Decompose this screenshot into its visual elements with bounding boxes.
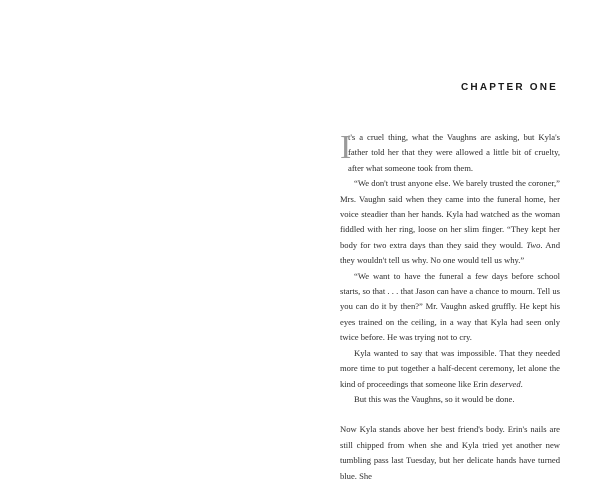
paragraph-2-emphasis: Two <box>526 239 541 250</box>
paragraph-3: “We want to have the funeral a few days before school starts, so that . . . that Jason can have a chance to mourn. Tell us you can do it by then?” Mr. Vaughn asked gruffly. He kept his eyes trained on the ceiling, in a way that Kyla had seen only twice before. He was trying not to cry. <box>340 270 560 343</box>
paragraph-2 <box>340 176 560 268</box>
drop-cap: I <box>340 129 352 166</box>
paragraph-1-text: t's a cruel thing, what the Vaughns are asking, but Kyla's father told her that they were allowed a little bit of cruelty, after what someone took from them. <box>348 132 560 173</box>
section-break <box>340 407 560 422</box>
body-text <box>340 130 560 484</box>
chapter-heading: CHAPTER ONE <box>461 82 558 93</box>
paragraph-2-text-b: . And they wouldn't tell us why. No one would tell us why.” <box>340 239 560 266</box>
paragraph-2-text-a: “We don't trust anyone else. We barely trusted the coroner,” Mrs. Vaughn said when they came into the funeral home, her voice steadier than her hands. Kyla had watched as the woman fiddled with her ring, loose on her slim finger. “They kept her body for two extra days than they said they would. <box>340 178 560 250</box>
paragraph-4 <box>340 346 560 392</box>
paragraph-4-emphasis: deserved <box>490 378 521 389</box>
paragraph-4-text-a: Kyla wanted to say that was impossible. That they needed more time to put together a half-decent ceremony, let alone the kind of proceedings that someone like Erin <box>340 347 560 389</box>
paragraph-4-text-b: . <box>520 378 523 389</box>
paragraph-5: But this was the Vaughns, so it would be done. <box>354 393 515 404</box>
paragraph-6: Now Kyla stands above her best friend's body. Erin's nails are still chipped from when she and Kyla tried yet another new tumbling pass last Tuesday, but her delicate hands have turned blue. She <box>340 424 560 481</box>
paragraph-1 <box>340 130 560 176</box>
